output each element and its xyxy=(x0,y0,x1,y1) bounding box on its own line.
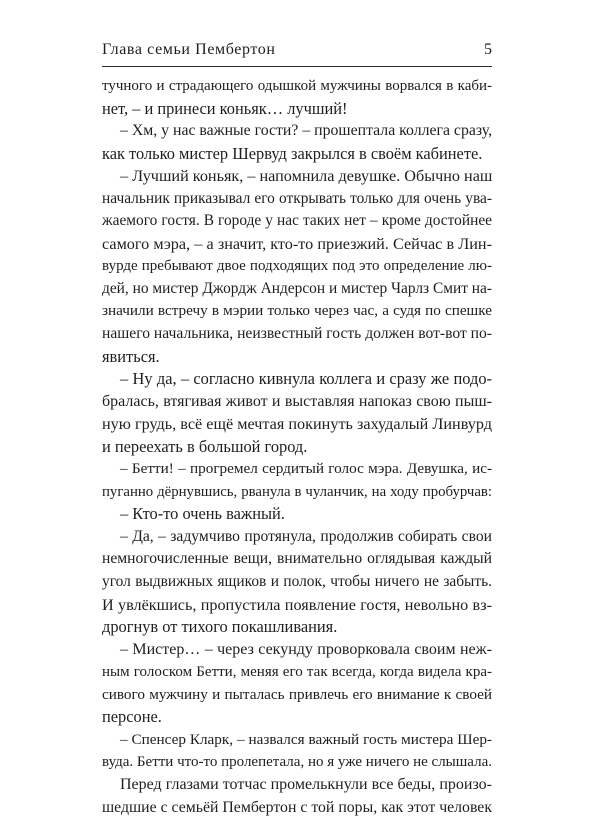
text-line: дрогнув от тихого покашливания. xyxy=(102,616,492,639)
text-line: и переехать в большой город. xyxy=(102,436,492,459)
page-number: 5 xyxy=(484,40,492,60)
text-line: самого мэра, – а значит, кто-то приезжий. Сейчас в Лин- xyxy=(102,233,492,256)
chapter-running-title: Глава семьи Пембертон xyxy=(102,40,276,60)
text-line: – Бетти! – прогремел сердитый голос мэра. Девушка, ис- xyxy=(102,458,492,481)
text-line: Перед глазами тотчас промелькнули все беды, произо- xyxy=(102,774,492,797)
text-line: начальник приказывал его открывать только для очень ува- xyxy=(102,188,492,211)
text-line: вурде пребывают двое подходящих под это определение лю- xyxy=(102,255,492,278)
text-line: персоне. xyxy=(102,706,492,729)
text-line: бралась, втягивая живот и выставляя напоказ свою пыш- xyxy=(102,391,492,414)
text-line: пуганно дёрнувшись, рванула в чуланчик, на ходу пробурчав: xyxy=(102,481,492,504)
text-line: дей, но мистер Джордж Андерсон и мистер Чарлз Смит на- xyxy=(102,278,492,301)
text-line: как только мистер Шервуд закрылся в своём кабинете. xyxy=(102,143,492,166)
text-line: значили встречу в мэрии только через час, а судя по спешке xyxy=(102,300,492,323)
text-line: сивого мужчину и пыталась привлечь его внимание к своей xyxy=(102,684,492,707)
text-line: явиться. xyxy=(102,346,492,369)
text-line: – Мистер… – через секунду проворковала своим неж- xyxy=(102,639,492,662)
running-header xyxy=(102,40,492,67)
text-line: нет, – и принеси коньяк… лучший! xyxy=(102,98,492,121)
text-line: вуда. Бетти что-то пролепетала, но я уже ничего не слышала. xyxy=(102,751,492,774)
text-line: ную грудь, всё ещё мечтая покинуть захудалый Линвурд xyxy=(102,413,492,436)
text-line: тучного и страдающего одышкой мужчины ворвался в каби- xyxy=(102,75,492,98)
text-line: угол выдвижных ящиков и полок, чтобы ничего не забыть. xyxy=(102,571,492,594)
text-line: ным голоском Бетти, меняя его так всегда, когда видела кра- xyxy=(102,661,492,684)
text-line: – Спенсер Кларк, – назвался важный гость мистера Шер- xyxy=(102,729,492,752)
text-line: – Ну да, – согласно кивнула коллега и сразу же подо- xyxy=(102,368,492,391)
text-line: шедшие с семьёй Пембертон с той поры, как этот человек xyxy=(102,797,492,819)
text-line: – Да, – задумчиво протянула, продолжив собирать свои xyxy=(102,526,492,549)
text-line: – Лучший коньяк, – напомнила девушке. Обычно наш xyxy=(102,165,492,188)
text-line: нашего начальника, неизвестный гость должен вот-вот по- xyxy=(102,323,492,346)
text-line: – Хм, у нас важные гости? – прошептала коллега сразу, xyxy=(102,120,492,143)
text-line: немногочисленные вещи, внимательно оглядывая каждый xyxy=(102,548,492,571)
text-line: – Кто-то очень важный. xyxy=(102,503,492,526)
text-line: И увлёкшись, пропустила появление гостя, невольно вз- xyxy=(102,594,492,617)
body-text xyxy=(102,75,492,819)
text-line: жаемого гостя. В городе у нас таких нет – кроме достойнее xyxy=(102,210,492,233)
